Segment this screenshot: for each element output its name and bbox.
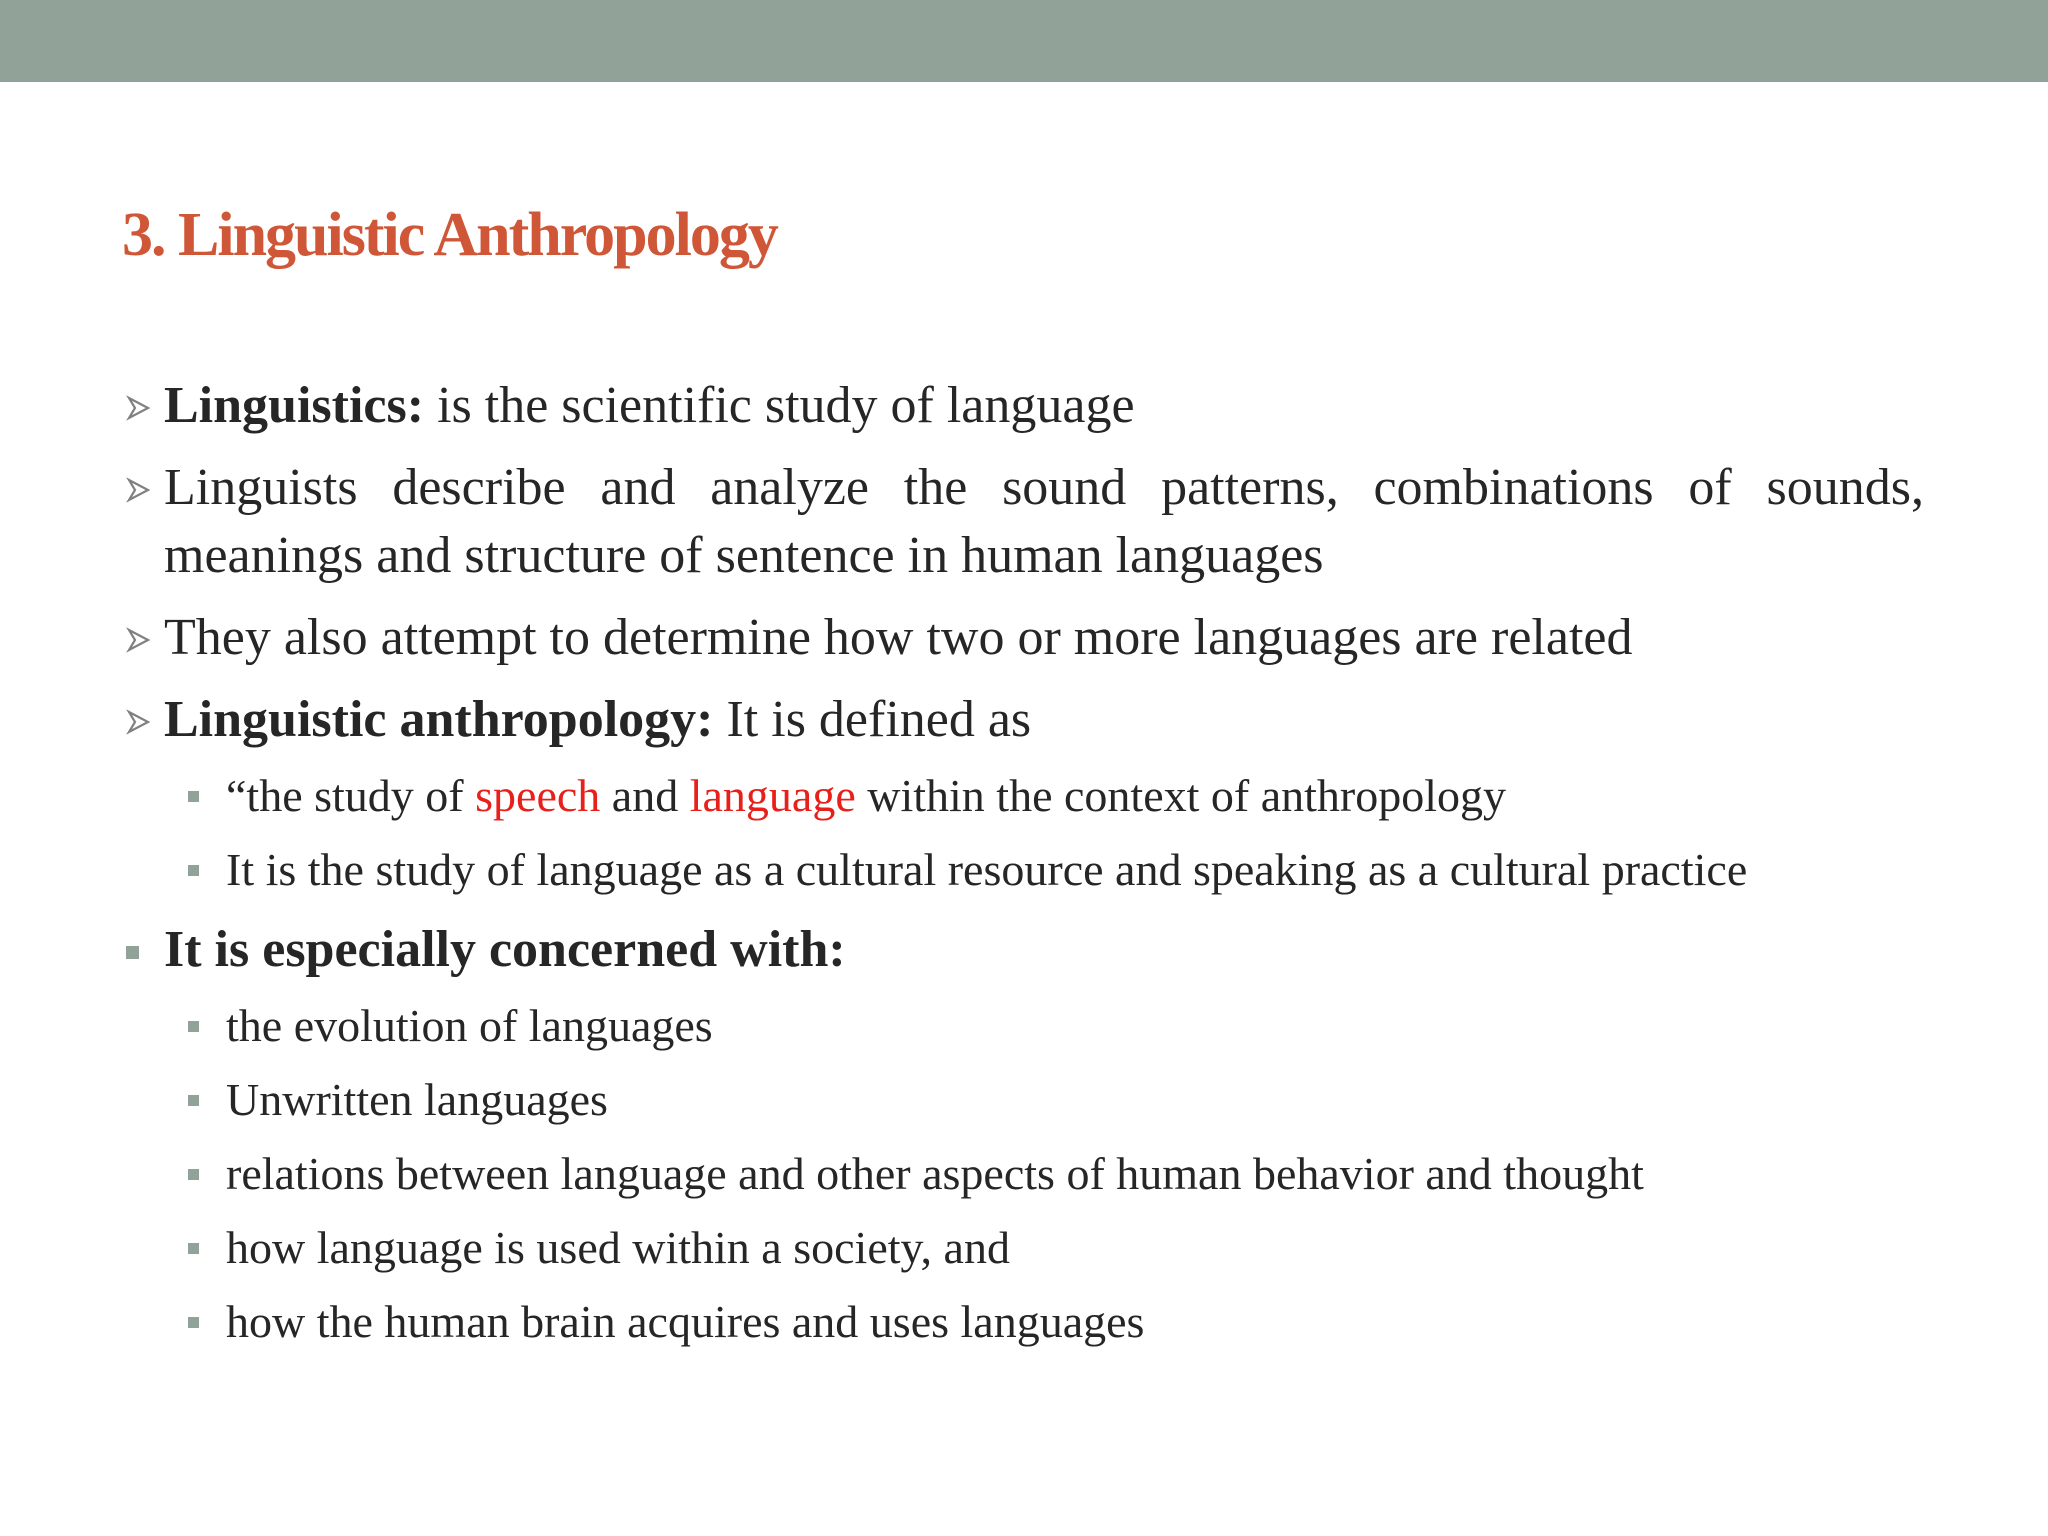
list-item-text: Unwritten languages <box>226 1074 608 1125</box>
list-item-text: how the human brain acquires and uses languages <box>226 1296 1145 1347</box>
sub-bullet-cultural-resource <box>226 840 1747 900</box>
square-bullet-icon <box>188 865 199 876</box>
list-item <box>226 1144 1644 1204</box>
bullet-languages-related <box>164 604 1632 672</box>
bullet-linguists-describe <box>164 454 1924 522</box>
square-bullet-icon <box>188 1243 199 1254</box>
arrow-bullet-icon <box>126 709 152 735</box>
list-item <box>226 1292 1144 1352</box>
square-bullet-icon <box>188 791 199 802</box>
sub-bullet-text: It is the study of language as a cultural resource and speaking as a cultural practice <box>226 844 1748 895</box>
square-bullet-icon <box>188 1095 199 1106</box>
list-item-text: relations between language and other aspects of human behavior and thought <box>226 1148 1644 1199</box>
square-bullet-icon <box>188 1021 199 1032</box>
bullet-linguistics <box>164 372 1135 440</box>
arrow-bullet-icon <box>126 395 152 421</box>
list-item-text: how language is used within a society, and <box>226 1222 1010 1273</box>
bullet-text: It is especially concerned with: <box>164 921 846 978</box>
highlight-language: language <box>689 770 856 821</box>
square-bullet-icon <box>188 1169 199 1180</box>
bullet-text-line-2: meanings and structure of sentence in human languages <box>164 527 1324 584</box>
arrow-bullet-icon <box>126 477 152 503</box>
definition-part-1: “the study of <box>226 770 476 821</box>
definition-part-2: and <box>600 770 690 821</box>
sub-bullet-definition <box>226 766 1506 826</box>
bullet-text: It is defined as <box>713 691 1032 748</box>
bullet-linguistic-anthropology <box>164 686 1031 754</box>
highlight-speech: speech <box>475 770 601 821</box>
square-bullet-icon <box>126 946 139 959</box>
bullet-text-line-1: Linguists describe and analyze the sound patterns, combinations of sounds, <box>164 459 1924 516</box>
bullet-linguists-describe-continued <box>164 522 1324 590</box>
list-item <box>226 996 713 1056</box>
definition-part-3: within the context of anthropology <box>855 770 1507 821</box>
list-item-text: the evolution of languages <box>226 1000 713 1051</box>
bullet-text: is the scientific study of language <box>424 377 1135 434</box>
square-bullet-icon <box>188 1317 199 1328</box>
bullet-text: They also attempt to determine how two or more languages are related <box>164 609 1633 666</box>
list-item <box>226 1218 1010 1278</box>
slide-title: 3. Linguistic Anthropology <box>122 201 777 269</box>
arrow-bullet-icon <box>126 627 152 653</box>
bullet-term: Linguistic anthropology: <box>164 691 714 748</box>
list-item <box>226 1070 608 1130</box>
bullet-term: Linguistics: <box>164 377 425 434</box>
bullet-especially-concerned <box>164 916 846 984</box>
